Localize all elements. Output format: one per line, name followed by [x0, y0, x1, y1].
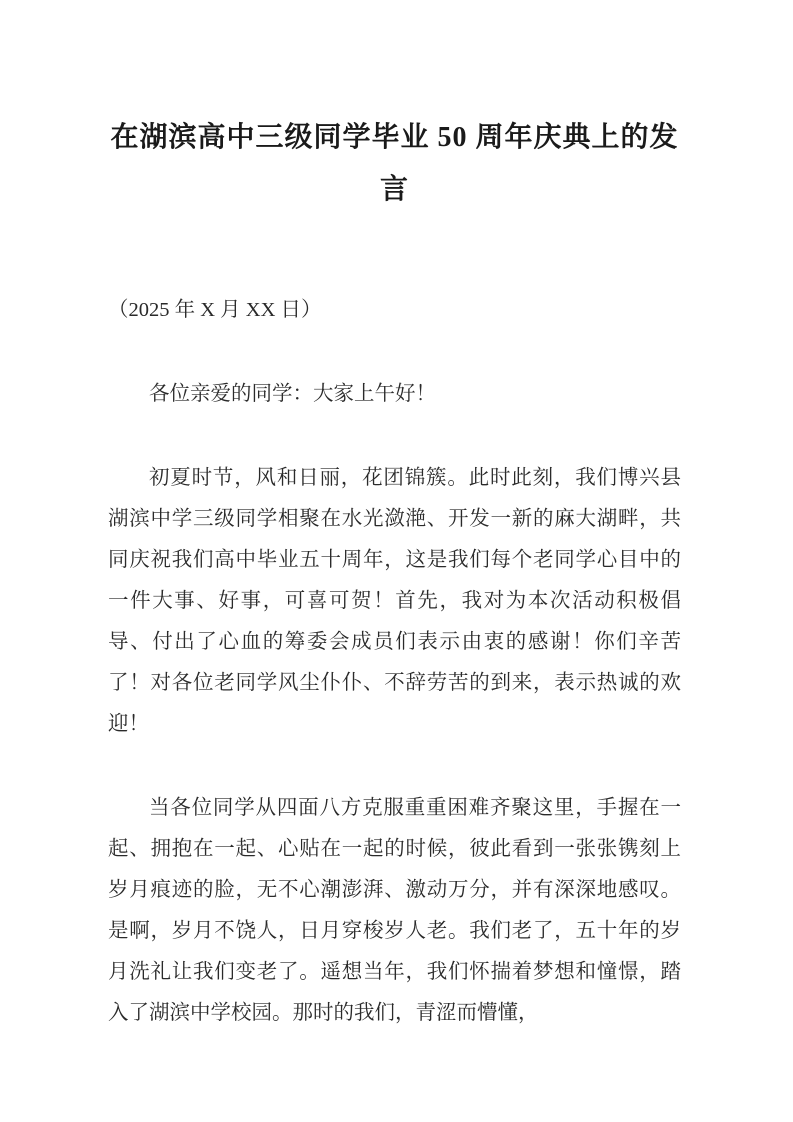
body-paragraph-1: 初夏时节，风和日丽，花团锦簇。此时此刻，我们博兴县湖滨中学三级同学相聚在水光潋滟、开发一新的麻大湖畔，共同庆祝我们高中毕业五十周年，这是我们每个老同学心目中的一件大事、好事，可喜可贺！首先，我对为本次活动积极倡导、付出了心血的筹委会成员们表示由衷的感谢！你们辛苦了！对各位老同学风尘仆仆、不辞劳苦的到来，表示热诚的欢迎！	[108, 467, 681, 735]
salutation-line: 各位亲爱的同学：大家上午好！	[149, 383, 436, 405]
document-date-line: （2025 年 X 月 XX 日）	[108, 299, 322, 321]
body-paragraph-2: 当各位同学从四面八方克服重重困难齐聚这里，手握在一起、拥抱在一起、心贴在一起的时候，彼此看到一张张镌刻上岁月痕迹的脸，无不心潮澎湃、激动万分，并有深深地感叹。是啊，岁月不饶人，日月穿梭岁人老。我们老了，五十年的岁月洗礼让我们变老了。遥想当年，我们怀揣着梦想和憧憬，踏入了湖滨中学校园。那时的我们，青涩而懵懂，	[108, 797, 681, 1024]
document-title: 在湖滨高中三级同学毕业 50 周年庆典上的发言	[110, 122, 679, 205]
